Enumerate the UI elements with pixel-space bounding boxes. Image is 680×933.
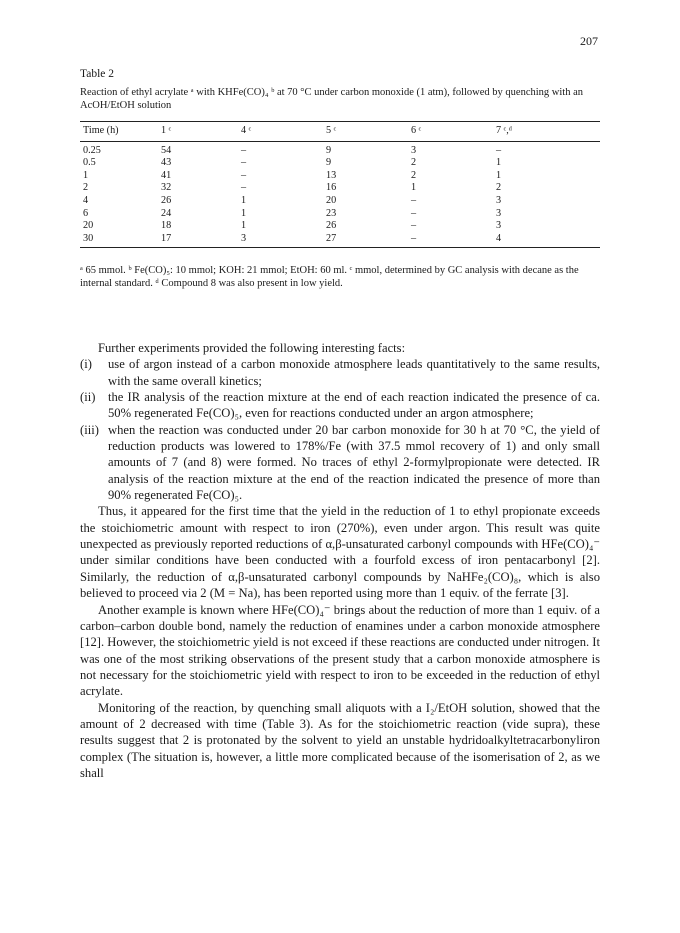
table-cell: 0.25 xyxy=(83,144,101,156)
table-cell: 9 xyxy=(326,157,332,169)
table-cell: 2 xyxy=(83,182,89,194)
table-row xyxy=(80,141,600,157)
table-cell: 4 xyxy=(496,232,502,244)
table-cell: – xyxy=(411,232,417,244)
table-cell: 43 xyxy=(161,157,172,169)
table-cell: 9 xyxy=(326,144,332,156)
paragraph: Monitoring of the reaction, by quenching small aliquots with a I₂/EtOH solution, showed that the amount of 2 decreased with time (Table 3). As for the stoichiometric reaction (vide supra), these results suggest that 2 is protonated by the solvent to yield an unstable hydridoalkyltetracarbonyliron complex (The situation is, however, a little more complicated because of the isomerisation of 2, as we shall xyxy=(80,700,600,780)
table-row xyxy=(80,233,600,248)
table-cell: 1 xyxy=(83,169,89,181)
list-item-text: use of argon instead of a carbon monoxide atmosphere leads quantitatively to the same results, with the same overall kinetics; xyxy=(108,357,600,388)
table-cell: 27 xyxy=(326,232,337,244)
table-cell: 16 xyxy=(326,182,337,194)
header-compound-4: 4 ᶜ xyxy=(241,122,326,142)
table-cell: 2 xyxy=(411,169,417,181)
table-cell: 1 xyxy=(496,169,502,181)
table-cell: 26 xyxy=(326,220,337,232)
facts-list xyxy=(80,356,600,503)
table-cell: – xyxy=(241,144,247,156)
table-cell: 13 xyxy=(326,169,337,181)
table-cell: 3 xyxy=(241,232,247,244)
list-item-text: when the reaction was conducted under 20 bar carbon monoxide for 30 h at 70 °C, the yield of reduction products was lowered to 178%/Fe (with 37.5 mmol recovery of 1) and only small amounts of 7 (and 8) were formed. No traces of ethyl 2-formylpropionate were detected. IR analysis of the reaction mixture at the end of the reaction indicated the presence of more than 90% regenerated Fe(CO)₅. xyxy=(108,422,600,503)
paragraph: Thus, it appeared for the first time that the yield in the reduction of 1 to ethyl propionate exceeds the stoichiometric amount with respect to iron (270%), even under argon. This result was quite unexpected as previously reported reductions of α,β-unsaturated carbonyl compounds with HFe(CO)₄⁻ under similar conditions have been conducted with a fourfold excess of iron pentacarbonyl [2]. Similarly, the reduction of α,β-unsaturated carbonyl compounds by NaHFe₂(CO)₈, which is also believed to proceed via 2 (M = Na), has been reported using more than 1 equiv. of the ferrate [3]. xyxy=(80,504,600,601)
table-cell: – xyxy=(411,207,417,219)
table-row xyxy=(80,182,600,195)
list-item-text: the IR analysis of the reaction mixture at the end of each reaction indicated the presence of ca. 50% regenerated Fe(CO)₅, even for reactions conducted under an argon atmosphere; xyxy=(108,390,600,421)
table-cell: – xyxy=(241,169,247,181)
table-cell: 3 xyxy=(411,144,417,156)
table-cell: 23 xyxy=(326,207,337,219)
table-cell: 1 xyxy=(496,157,502,169)
table-cell: 2 xyxy=(411,157,417,169)
body-text xyxy=(80,340,600,781)
table-cell: 2 xyxy=(496,182,502,194)
header-compound-6: 6 ᶜ xyxy=(411,122,496,142)
table-cell: 1 xyxy=(241,220,247,232)
table-row xyxy=(80,220,600,233)
paragraph: Another example is known where HFe(CO)₄⁻ brings about the reduction of more than 1 equiv. of a carbon–carbon double bond, namely the reduction of enamines under a carbon monoxide atmosphere [12]. However, the stoichiometric yield is not exceed if these reactions are conducted under nitrogen. It was one of the most striking observations of the present study that a carbon monoxide atmosphere is not necessary for the stoichiometric yield with respect to iron to be exceeded in the reduction of ethyl acrylate. xyxy=(80,602,600,699)
header-compound-5: 5 ᶜ xyxy=(326,122,411,142)
table-cell: 20 xyxy=(83,220,94,232)
table-cell: 20 xyxy=(326,194,337,206)
table-cell: 54 xyxy=(161,144,172,156)
table-cell: – xyxy=(411,194,417,206)
list-item xyxy=(80,356,600,389)
table-cell: 1 xyxy=(411,182,417,194)
table-caption: Reaction of ethyl acrylate ᵃ with KHFe(CO)₄ ᵇ at 70 °C under carbon monoxide (1 atm), followed by quenching with an AcOH/EtOH solution xyxy=(80,87,583,111)
table-cell: – xyxy=(241,182,247,194)
table-cell: 30 xyxy=(83,232,94,244)
results-table xyxy=(80,121,600,248)
list-item-number: (i) xyxy=(80,357,92,372)
list-item xyxy=(80,389,600,422)
table-cell: 6 xyxy=(83,207,89,219)
header-compound-1: 1 ᶜ xyxy=(161,122,241,142)
table-cell: 24 xyxy=(161,207,172,219)
list-item xyxy=(80,422,600,504)
table-row xyxy=(80,208,600,221)
table-row xyxy=(80,195,600,208)
list-item-number: (iii) xyxy=(80,422,99,437)
table-cell: 1 xyxy=(241,194,247,206)
table-cell: 1 xyxy=(241,207,247,219)
table-cell: 3 xyxy=(496,194,502,206)
table-cell: 4 xyxy=(83,194,89,206)
table-cell: 32 xyxy=(161,182,172,194)
header-time: Time (h) xyxy=(80,122,161,142)
table-cell: – xyxy=(411,220,417,232)
table-row xyxy=(80,157,600,170)
table-cell: – xyxy=(496,144,502,156)
page-number: 207 xyxy=(580,34,598,48)
table-footnote: ᵃ 65 mmol. ᵇ Fe(CO)₅: 10 mmol; KOH: 21 mmol; EtOH: 60 ml. ᶜ mmol, determined by GC analysis with decane as the internal standard. ᵈ Compound 8 was also present in low yield. xyxy=(80,265,579,289)
table-cell: 18 xyxy=(161,220,172,232)
table-label: Table 2 xyxy=(80,68,115,80)
table-cell: 41 xyxy=(161,169,172,181)
table-cell: 0.5 xyxy=(83,157,96,169)
table-cell: 3 xyxy=(496,207,502,219)
table-cell: 3 xyxy=(496,220,502,232)
intro-paragraph: Further experiments provided the following interesting facts: xyxy=(98,341,406,355)
table-row xyxy=(80,170,600,183)
table-cell: 17 xyxy=(161,232,172,244)
table-cell: 26 xyxy=(161,194,172,206)
list-item-number: (ii) xyxy=(80,390,96,405)
header-compound-7: 7 ᶜ,ᵈ xyxy=(496,122,600,142)
table-header-row xyxy=(80,122,600,142)
table-cell: – xyxy=(241,157,247,169)
